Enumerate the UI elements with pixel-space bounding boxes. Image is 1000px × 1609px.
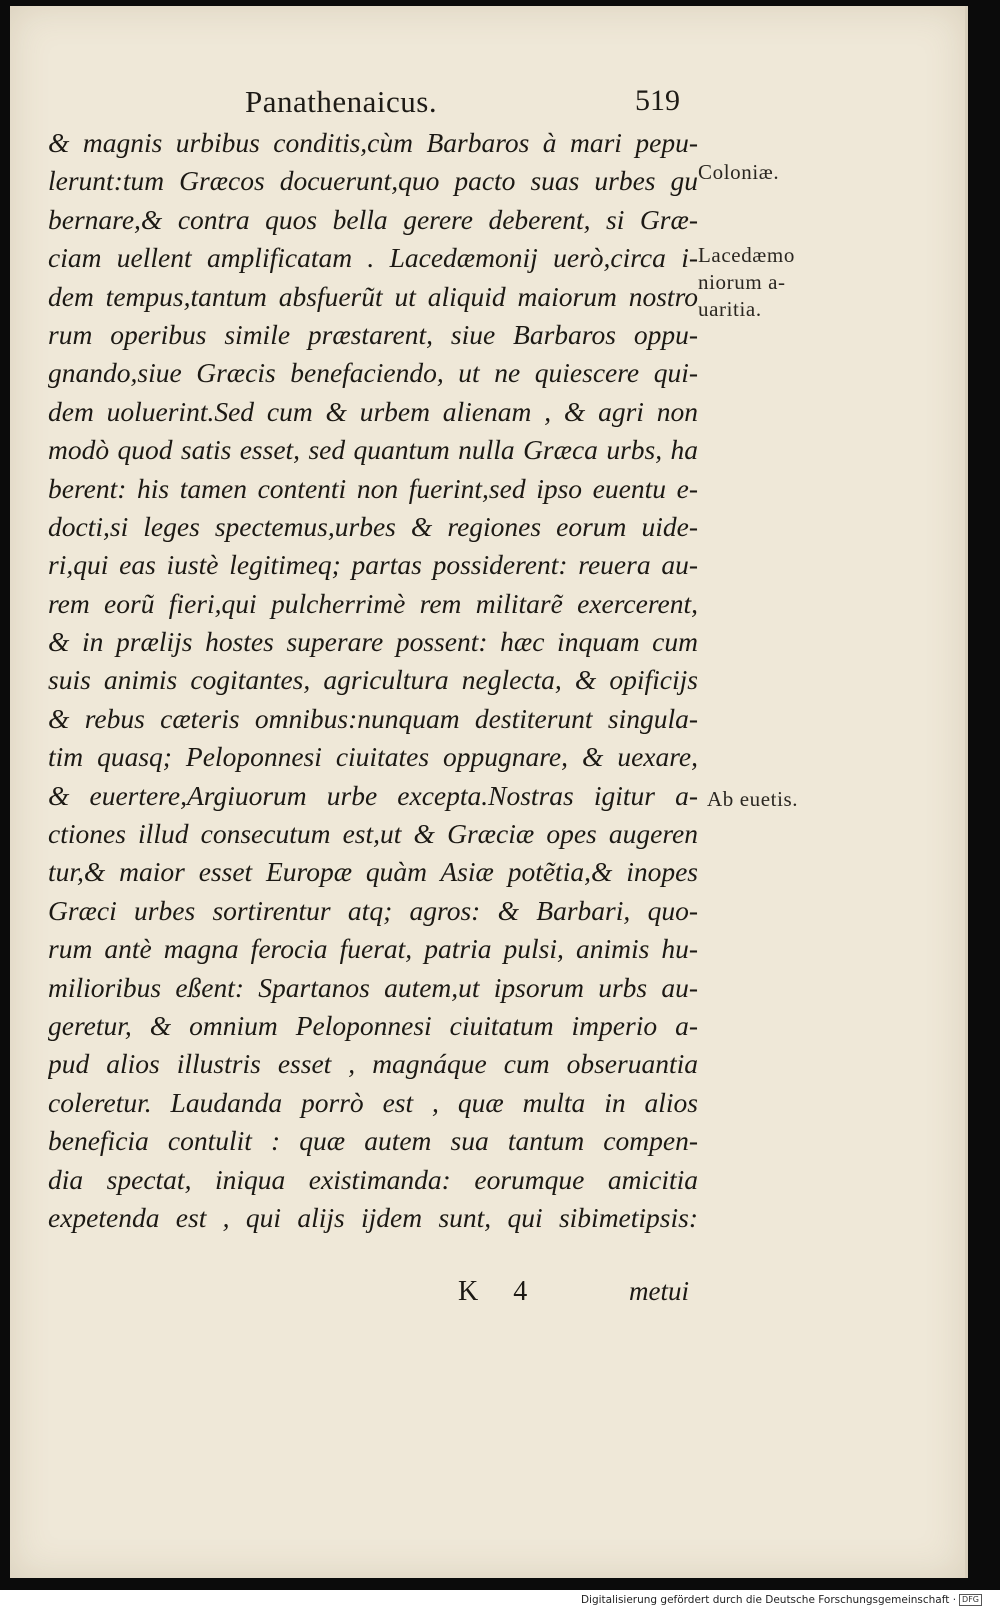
margin-note-lacedaemoniorum: Lacedæmo niorum a- uaritia. xyxy=(698,243,795,321)
text-line: bernare,& contra quos bella gerere deberent, si Græ- xyxy=(48,203,698,235)
text-line: ri,qui eas iustè legitimeq; partas possiderent: reuera au- xyxy=(48,549,698,581)
body-text xyxy=(48,124,698,1237)
footer-credit xyxy=(581,1594,982,1606)
text-line: coleretur. Laudanda porrò est , quæ multa in alios xyxy=(48,1086,698,1118)
text-line: expetenda est , qui alijs ijdem sunt, qui sibimetipsis: xyxy=(48,1201,698,1233)
text-line: tim quasq; Peloponnesi ciuitates oppugnare, & uexare, xyxy=(48,741,698,773)
text-line: geretur, & omnium Peloponnesi ciuitatum imperio a- xyxy=(48,1009,698,1041)
text-line: ctiones illud consecutum est,ut & Græciæ opes augeren xyxy=(48,818,698,850)
running-head: Panathenaicus. xyxy=(245,84,438,119)
dfg-logo: DFG xyxy=(959,1594,982,1606)
text-line: suis animis cogitantes, agricultura neglecta, & opificijs xyxy=(48,664,698,696)
text-line: milioribus eßent: Spartanos autem,ut ipsorum urbs au- xyxy=(48,971,698,1003)
catchword: metui xyxy=(629,1276,689,1306)
text-line: gnando,siue Græcis benefaciendo, ut ne quiescere qui- xyxy=(48,357,698,389)
margin-note-ab-euetis: Ab euetis. xyxy=(707,787,799,811)
text-line: Græci urbes sortirentur atq; agros: & Barbari, quo- xyxy=(48,894,698,926)
signature-mark: K 4 xyxy=(458,1276,528,1307)
text-line: docti,si leges spectemus,urbes & regiones eorum uide- xyxy=(48,510,698,542)
text-line: lerunt:tum Græcos docuerunt,quo pacto suas urbes gu xyxy=(48,165,698,197)
margin-note-coloniae: Coloniæ. xyxy=(698,160,780,184)
text-line: rum antè magna ferocia fuerat, patria pulsi, animis hu- xyxy=(48,933,698,965)
text-line: dem tempus,tantum absfuerũt ut aliquid maiorum nostro xyxy=(48,280,698,312)
text-line: berent: his tamen contenti non fuerint,sed ipso euentu e- xyxy=(48,472,698,504)
text-line: ciam uellent amplificatam . Lacedæmonij uerò,circa i- xyxy=(48,242,698,274)
text-line: rum operibus simile præstarent, siue Barbaros oppu- xyxy=(48,318,698,350)
page-number: 519 xyxy=(635,84,680,117)
text-line: & rebus cæteris omnibus:nunquam destiterunt singula- xyxy=(48,702,698,734)
text-line: beneficia contulit : quæ autem sua tantum compen- xyxy=(48,1125,698,1157)
text-line: pud alios illustris esset , magnáque cum obseruantia xyxy=(48,1048,698,1080)
book-page xyxy=(10,6,968,1578)
text-line: dia spectat, iniqua existimanda: eorumque amicitia xyxy=(48,1163,698,1195)
text-line: & in prælijs hostes superare possent: hæc inquam cum xyxy=(48,626,698,658)
text-line: & euertere,Argiuorum urbe excepta.Nostras igitur a- xyxy=(48,779,698,811)
text-line: rem eorũ fieri,qui pulcherrimè rem militarẽ exercerent, xyxy=(48,587,698,619)
footer-credit-text: Digitalisierung gefördert durch die Deutsche Forschungsgemeinschaft · xyxy=(580,1594,957,1606)
text-line: dem uoluerint.Sed cum & urbem alienam , & agri non xyxy=(48,395,698,427)
text-line: & magnis urbibus conditis,cùm Barbaros à mari pepu- xyxy=(48,127,698,158)
text-line: tur,& maior esset Europæ quàm Asiæ potẽtia,& inopes xyxy=(48,856,698,888)
text-line: modò quod satis esset, sed quantum nulla Græca urbs, ha xyxy=(48,434,698,466)
